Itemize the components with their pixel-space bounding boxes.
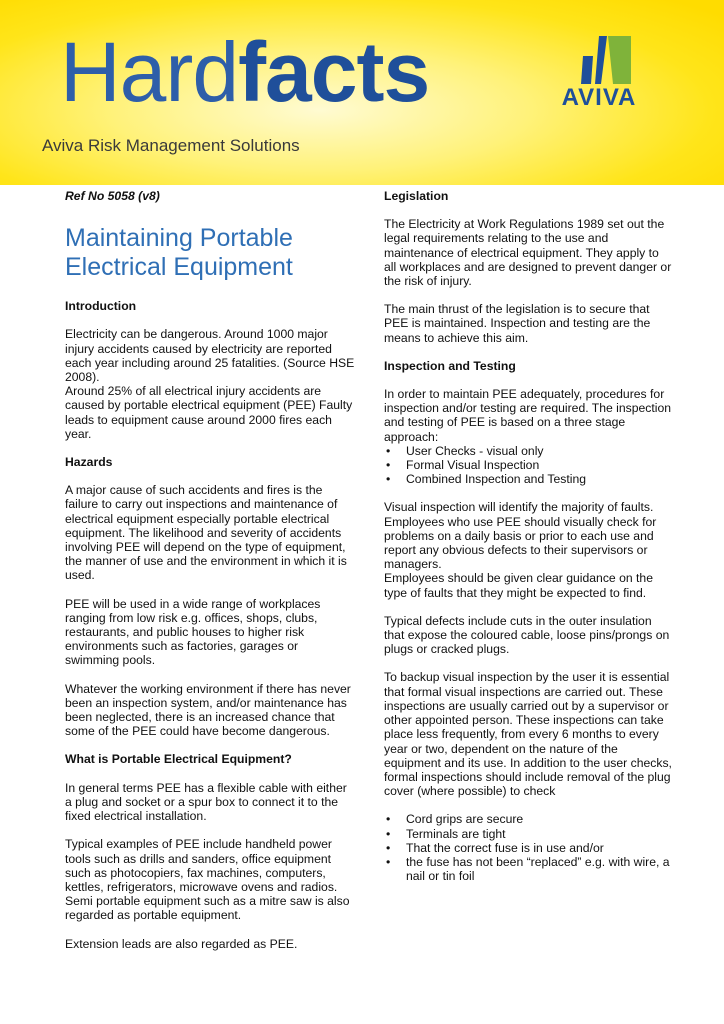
what-paragraph-3: Extension leads are also regarded as PEE.: [65, 936, 298, 951]
what-paragraph-1: In general terms PEE has a flexible cable with either a plug and socket or a spur box to connect it to the fixed electrical installation.: [65, 780, 347, 824]
masthead-bold: facts: [238, 25, 430, 119]
heading-hazards: Hazards: [65, 455, 113, 470]
stages-list: [384, 444, 674, 487]
inspection-paragraph-2: Visual inspection will identify the majority of faults. Employees who use PEE should visually check for problems on a daily basis or prior to each use and report any obvious defects to their supervisors or managers.: [384, 500, 657, 572]
header-banner: [0, 0, 724, 185]
what-paragraph-2: Typical examples of PEE include handheld power tools such as drills and sanders, office equipment such as photocopiers, fax machines, computers, kettles, refrigerators, microwave ovens and radios. Semi portable equipment such as a mitre saw is also regarded as portable equipment.: [65, 837, 350, 923]
masthead-title: [60, 22, 429, 122]
list-item: • Formal Visual Inspection: [384, 458, 674, 472]
checks-list: [384, 812, 674, 883]
intro-paragraph-2: Around 25% of all electrical injury accidents are caused by portable electrical equipment (PEE) Faulty leads to equipment cause around 2000 fires each year.: [65, 384, 353, 441]
inspection-paragraph-4: Typical defects include cuts in the outer insulation that expose the coloured cable, loose pins/prongs on plugs or cracked plugs.: [384, 613, 670, 657]
list-item: • the fuse has not been “replaced” e.g. with wire, a nail or tin foil: [384, 855, 674, 883]
list-item: • Combined Inspection and Testing: [384, 472, 674, 486]
right-column: [384, 186, 674, 883]
inspection-paragraph-1: In order to maintain PEE adequately, procedures for inspection and/or testing are required. The inspection and testing of PEE is based on a three stage approach:: [384, 387, 672, 444]
list-item: • That the correct fuse is in use and/or: [384, 841, 674, 855]
legislation-paragraph-2: The main thrust of the legislation is to secure that PEE is maintained. Inspection and testing are the means to achieve this aim.: [384, 302, 651, 345]
list-item: • Cord grips are secure: [384, 812, 674, 826]
title-line-1: Maintaining Portable: [65, 224, 293, 253]
heading-legislation: Legislation: [384, 189, 449, 203]
list-item: • User Checks - visual only: [384, 444, 674, 458]
legislation-paragraph-1: The Electricity at Work Regulations 1989 set out the legal requirements relating to the use and maintenance of electrical equipment. They apply to all workplaces and are designed to prevent danger or the risk of injury.: [384, 217, 672, 289]
aviva-logo-mark-icon: [577, 36, 631, 84]
intro-paragraph-1: Electricity can be dangerous. Around 1000 major injury accidents caused by electricity are reported each year including around 25 fatalities. (Source HSE 2008).: [65, 327, 355, 385]
left-column: [65, 186, 355, 951]
inspection-paragraph-3: Employees should be given clear guidance on the type of faults that they might be expected to find.: [384, 571, 653, 600]
aviva-logo-text: AVIVA: [561, 84, 637, 111]
masthead-subtitle: Aviva Risk Management Solutions: [42, 136, 300, 155]
title-line-2: Electrical Equipment: [65, 253, 293, 282]
document-title: [65, 224, 355, 282]
aviva-logo: [543, 36, 655, 116]
hazards-paragraph-1: A major cause of such accidents and fires is the failure to carry out inspections and maintenance of electrical equipment especially portable electrical equipment. The likelihood and severity of accidents involving PEE will depend on the type of equipment, the manner of use and the environment in which it is used.: [65, 483, 347, 583]
heading-inspection-testing: Inspection and Testing: [384, 358, 516, 373]
masthead-light: Hard: [60, 25, 239, 119]
hazards-paragraph-2: PEE will be used in a wide range of workplaces ranging from low risk e.g. offices, shops, clubs, restaurants, and public houses to higher risk environments such as factories, garages or swimming pools.: [65, 596, 321, 668]
hazards-paragraph-3: Whatever the working environment if there has never been an inspection system, and/or maintenance has been neglected, there is an increased chance that some of the PEE could have become dangerous.: [65, 681, 351, 739]
heading-what-is-pee: What is Portable Electrical Equipment?: [65, 752, 292, 767]
inspection-paragraph-5: To backup visual inspection by the user it is essential that formal visual inspections are carried out. These inspections are usually carried out by a supervisor or other appointed person. These inspections can take place less frequently, from every 6 months to every year or two, dependent on the nature of the equipment and its use. In addition to the user checks, formal inspections should include removal of the plug cover (where possible) to check: [384, 670, 672, 799]
list-item: • Terminals are tight: [384, 827, 674, 841]
heading-introduction: Introduction: [65, 299, 137, 314]
reference-number: Ref No 5058 (v8): [65, 189, 160, 203]
